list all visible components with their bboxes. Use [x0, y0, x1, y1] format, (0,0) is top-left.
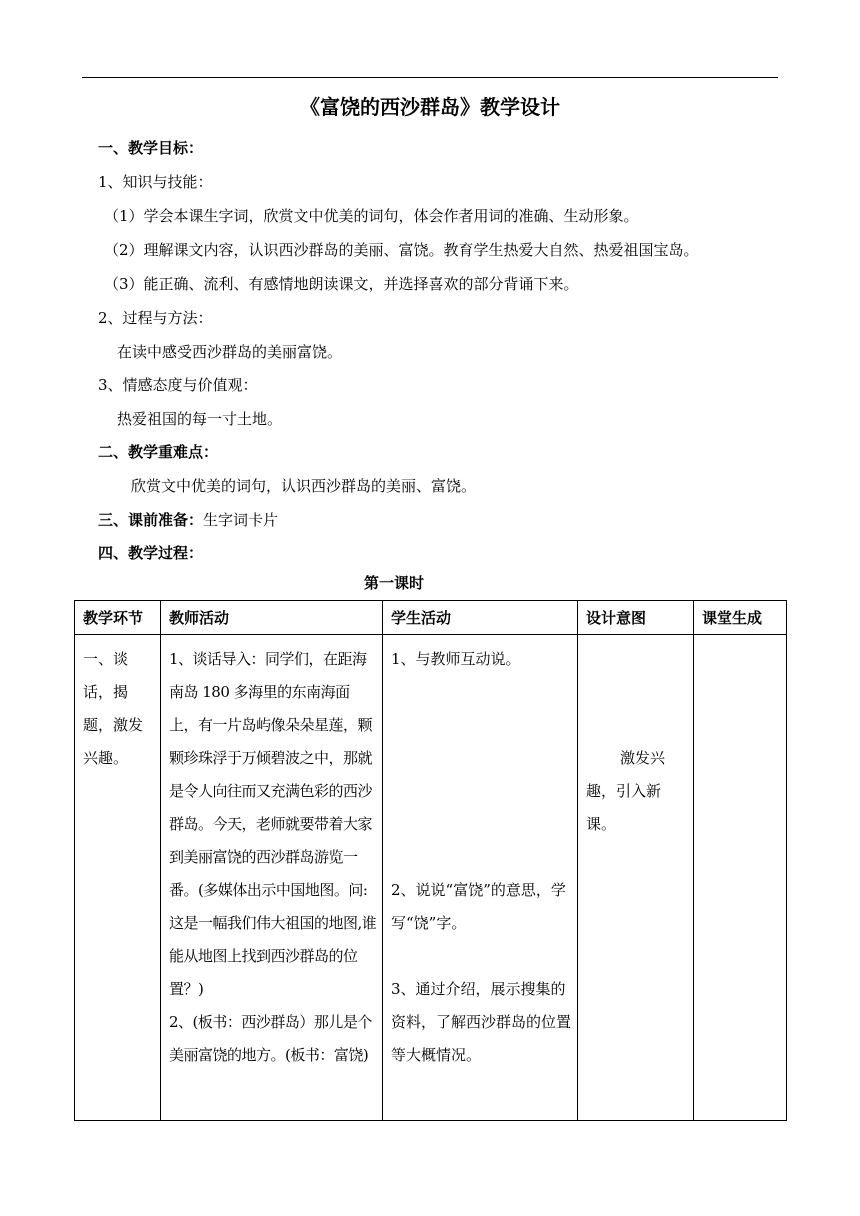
- section-objectives-heading: 一、教学目标：: [98, 139, 204, 157]
- section-preparation: [98, 509, 278, 530]
- cell-stage: 一、谈话，揭题，激发兴趣。: [75, 635, 161, 1121]
- student-activity-2: 2、说说“富饶”的意思，学写“饶”字。: [391, 881, 566, 932]
- teacher-activity-2: 2、(板书：西沙群岛）那儿是个美丽富饶的地方。(板书：富饶): [169, 1013, 372, 1064]
- objectives-knowledge-heading: 1、知识与技能：: [98, 173, 213, 191]
- preparation-heading: 三、课前准备：: [98, 511, 204, 529]
- objective-item-3: （3）能正确、流利、有感情地朗读课文，并选择喜欢的部分背诵下来。: [104, 275, 579, 293]
- objective-item-1: （1）学会本课生字词，欣赏文中优美的词句，体会作者用词的准确、生动形象。: [104, 207, 639, 225]
- teacher-activity-1: 1、谈话导入：同学们，在距海南岛 180 多海里的东南海面上，有一片岛屿像朵朵星莲，颗颗珍珠浮于万倾碧波之中，那就是令人向往而又充满色彩的西沙群岛。今天，老师就要带着大家到美丽富饶的西沙群岛游览一番。(多媒体出示中国地图。问:这是一幅我们伟大祖国的地图,谁能从地图上找到西沙群岛的位置？): [169, 650, 377, 998]
- table-header-row: [75, 601, 787, 635]
- cell-teacher-activity: [161, 635, 383, 1121]
- header-student-activity: 学生活动: [383, 601, 578, 635]
- header-rule: [82, 77, 778, 78]
- header-stage: 教学环节: [75, 601, 161, 635]
- lesson-plan-table: [74, 600, 787, 1121]
- section-keypoints-heading: 二、教学重难点：: [98, 443, 219, 461]
- table-row: [75, 635, 787, 1121]
- objectives-process-heading: 2、过程与方法：: [98, 309, 213, 327]
- design-intent-text: 激发兴趣，引入新课。: [586, 749, 666, 833]
- header-design-intent: 设计意图: [578, 601, 694, 635]
- objectives-attitude-text: 热爱祖国的每一寸土地。: [117, 410, 283, 428]
- cell-student-activity: [383, 635, 578, 1121]
- keypoints-text: 欣赏文中优美的词句，认识西沙群岛的美丽、富饶。: [131, 477, 477, 495]
- lesson-title: 第一课时: [363, 574, 424, 592]
- preparation-text: 生字词卡片: [203, 511, 279, 529]
- cell-outcome: [694, 635, 787, 1121]
- objective-item-2: （2）理解课文内容，认识西沙群岛的美丽、富饶。教育学生热爱大自然、热爱祖国宝岛。: [104, 241, 699, 259]
- section-process-heading: 四、教学过程：: [98, 544, 204, 562]
- student-activity-3: 3、通过介绍，展示搜集的资料，了解西沙群岛的位置等大概情况。: [391, 980, 572, 1064]
- objectives-process-text: 在读中感受西沙群岛的美丽富饶。: [117, 343, 343, 361]
- student-activity-1: 1、与教师互动说。: [391, 650, 521, 668]
- objectives-attitude-heading: 3、情感态度与价值观：: [98, 376, 258, 394]
- header-teacher-activity: 教师活动: [161, 601, 383, 635]
- document-title: 《富饶的西沙群岛》教学设计: [300, 95, 560, 119]
- header-outcome: 课堂生成: [694, 601, 787, 635]
- cell-design-intent: [578, 635, 694, 1121]
